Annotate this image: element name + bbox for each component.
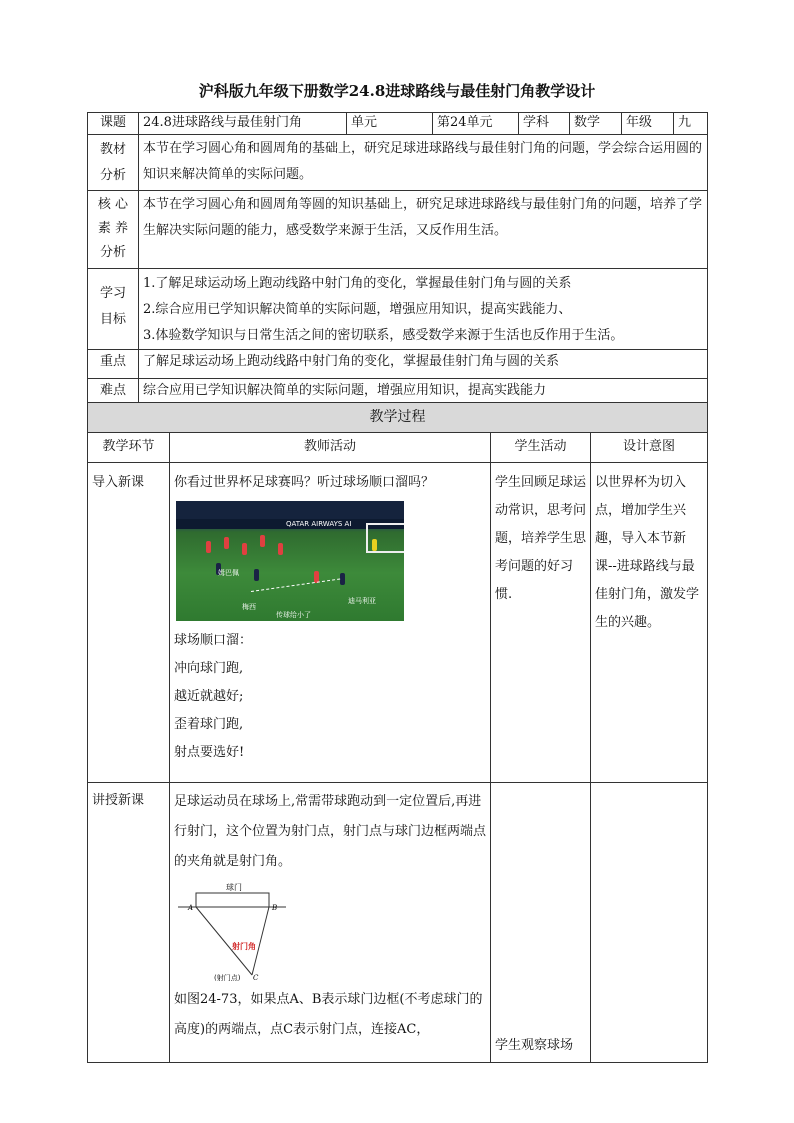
goal-item: 3.体验数学知识与日常生活之间的密切联系，感受数学来源于生活也反作用于生活。 <box>143 328 624 343</box>
player <box>206 541 211 553</box>
process-table <box>87 402 708 1063</box>
col-intent: 设计意图 <box>591 433 708 463</box>
difficulty-label: 难点 <box>88 379 139 406</box>
teacher-new-text: 足球运动员在球场上,常需带球跑动到一定位置后,再进行射门，这个位置为射门点，射门点与球门边框两端点的夹角就是射门角。 <box>174 794 487 869</box>
col-teacher: 教师活动 <box>170 433 491 463</box>
analysis-label: 教材 分析 <box>88 135 139 191</box>
player <box>254 569 259 581</box>
line-ac <box>196 907 252 975</box>
rhyme-line: 球场顺口溜： <box>174 633 253 648</box>
player <box>242 543 247 555</box>
diagram-goal-label: 球门 <box>226 883 242 892</box>
grade-label: 年级 <box>622 113 674 135</box>
ad-board: QATAR AIRWAYS AI <box>176 519 404 529</box>
player <box>278 543 283 555</box>
rhyme-line: 冲向球门跑, <box>174 661 244 676</box>
grade-value: 九 <box>674 113 708 135</box>
worldcup-photo <box>176 501 404 629</box>
rhyme-line: 歪着球门跑, <box>174 717 244 732</box>
student-intro: 学生回顾足球运动常识，思考问题，培养学生思考问题的好习惯. <box>491 463 591 783</box>
intro-question: 你看过世界杯足球赛吗？听过球场顺口溜吗？ <box>174 475 435 490</box>
intent-intro: 以世界杯为切入点，增加学生兴趣，导入本节新课--进球路线与最佳射门角，激发学生的兴趣。 <box>591 463 708 783</box>
student-new <box>491 783 591 1063</box>
point-c-label: C <box>253 974 259 982</box>
difficulty-text: 综合应用已学知识解决简单的实际问题，增强应用知识，提高实践能力 <box>139 379 708 406</box>
literacy-text: 本节在学习圆心角和圆周角等圆的知识基础上，研究足球进球路线与最佳射门角的问题，培养了学生解决实际问题的能力，感受数学来源于生活，又反作用生活。 <box>139 191 708 269</box>
col-student: 学生活动 <box>491 433 591 463</box>
point-a-label: A <box>188 904 194 912</box>
analysis-text: 本节在学习圆心角和圆周角的基础上，研究足球进球路线与最佳射门角的问题，学会综合运用圆的知识来解决简单的实际问题。 <box>139 135 708 191</box>
caption-messi: 梅西 <box>242 603 256 611</box>
shooting-angle-diagram <box>174 879 294 983</box>
pass-route <box>251 578 340 592</box>
rhyme-line: 射点要选好! <box>174 745 245 760</box>
topic-label: 课题 <box>88 113 139 135</box>
subject-label: 学科 <box>519 113 570 135</box>
goalkeeper <box>372 539 377 551</box>
literacy-label: 核 心 素 养 分析 <box>88 191 139 269</box>
caption-mbappe: 姆巴佩 <box>218 569 239 577</box>
student-new-text: 学生观察球场 <box>495 1038 574 1053</box>
goal-item: 1.了解足球运动场上跑动线路中射门角的变化，掌握最佳射门角与圆的关系 <box>143 276 572 291</box>
caption-pass: 传球给小了 <box>276 611 311 619</box>
intent-new <box>591 783 708 1063</box>
stage-intro: 导入新课 <box>88 463 170 783</box>
teacher-new-cell <box>170 783 491 1063</box>
goals-label: 学习 目标 <box>88 269 139 350</box>
player <box>340 573 345 585</box>
topic-value: 24.8进球路线与最佳射门角 <box>139 113 347 135</box>
point-b-label: B <box>272 904 278 912</box>
process-header: 教学过程 <box>88 403 708 433</box>
shoot-point-label: (射门点) <box>214 974 241 982</box>
player <box>224 537 229 549</box>
teacher-intro-cell <box>170 463 491 783</box>
line-bc <box>252 907 269 975</box>
rhyme-line: 越近就越好; <box>174 689 244 704</box>
player <box>260 535 265 547</box>
goal-item: 2.综合应用已学知识解决简单的实际问题，增强应用知识，提高实践能力、 <box>143 302 572 317</box>
subject-value: 数学 <box>570 113 622 135</box>
angle-label: 射门角 <box>232 942 256 951</box>
caption-dimaria: 迪马利亚 <box>348 597 376 605</box>
goals-list <box>139 269 708 350</box>
page-title: 沪科版九年级下册数学24.8进球路线与最佳射门角教学设计 <box>198 82 596 100</box>
goal-box <box>196 893 269 907</box>
stage-new: 讲授新课 <box>88 783 170 1063</box>
key-text: 了解足球运动场上跑动线路中射门角的变化，掌握最佳射门角与圆的关系 <box>139 350 708 379</box>
col-stage: 教学环节 <box>88 433 170 463</box>
unit-value: 第24单元 <box>433 113 519 135</box>
caption-shot: 梅西绝球迷右脚接 <box>272 621 328 629</box>
teacher-new-text2: 如图24-73，如果点A、B表示球门边框(不考虑球门的高度)的两端点，点C表示射门点，连接AC， <box>174 992 483 1037</box>
info-table <box>87 112 708 406</box>
unit-label: 单元 <box>347 113 433 135</box>
key-label: 重点 <box>88 350 139 379</box>
